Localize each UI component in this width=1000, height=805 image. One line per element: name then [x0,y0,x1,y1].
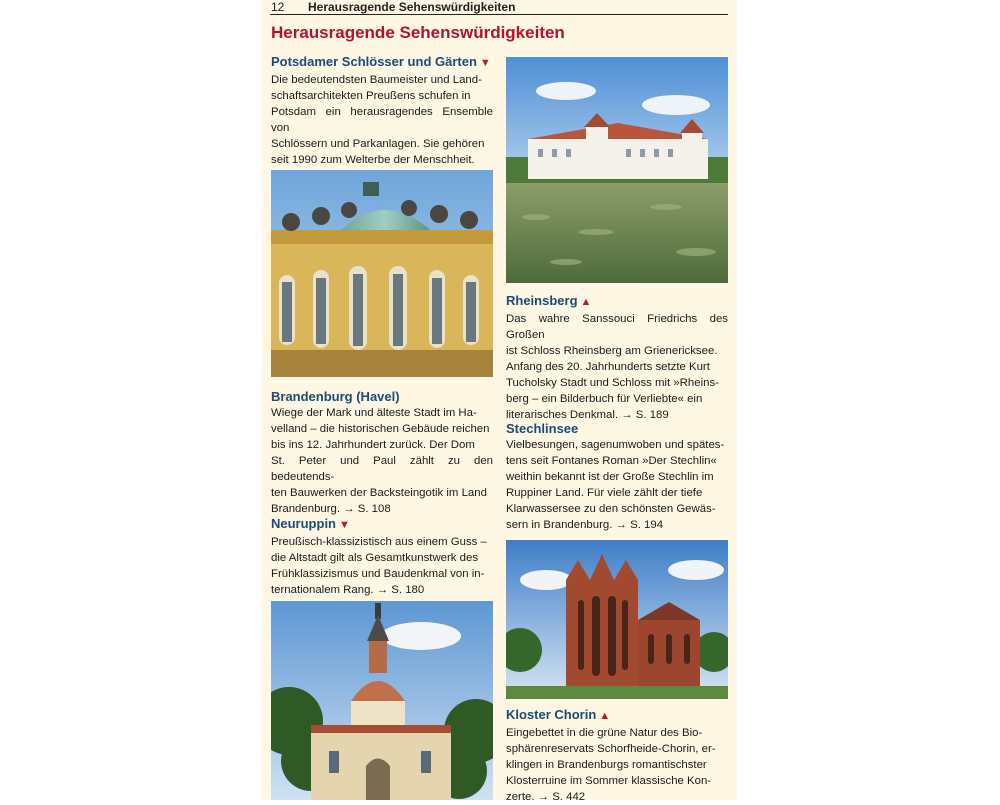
entry-potsdam-heading [271,53,493,72]
kloster-chorin-image [506,540,728,699]
entry-neuruppin [271,515,493,598]
entry-rheinsberg-name: Rheinsberg [506,293,578,308]
photo-sanssouci-palace [271,170,493,377]
running-title: Herausragende Sehenswürdigkeiten [308,0,516,14]
running-header [262,0,737,16]
neuruppin-church-image [271,601,493,800]
header-rule [270,14,728,15]
entry-brandenburg [271,388,493,517]
entry-potsdam-name: Potsdamer Schlösser und Gärten [271,54,477,69]
rheinsberg-castle-image [506,57,728,283]
triangle-up-icon: ▲ [599,710,611,722]
entry-neuruppin-name: Neuruppin [271,516,336,531]
entry-brandenburg-name: Brandenburg (Havel) [271,389,400,404]
entry-brandenburg-text: Wiege der Mark und älteste Stadt im Ha- velland – die historischen Gebäude reichen bis ins 12. Jahrhundert zurück. Der Dom St. Peter und Paul zählt zu den bedeutends- ten Bauwerken der Backsteingotik im Land Brandenburg. → S. 108 [271,407,493,515]
entry-stechlinsee-name: Stechlinsee [506,421,579,436]
photo-neuruppin-church [271,601,493,800]
entry-neuruppin-text: Preußisch-klassizistisch aus einem Guss – die Altstadt gilt als Gesamtkunstwerk des Frühklassizismus und Baudenkmal von in- ternationalem Rang. → S. 180 [271,536,487,596]
entry-potsdam-text: Die bedeutendsten Baumeister und Land- schaftsarchitekten Preußens schufen in Potsdam ein herausragendes Ensemble von Schlössern und Parkanlagen. Sie gehören seit 1990 zum Welterbe der Menschheit. [271,74,493,166]
entry-neuruppin-heading [271,515,493,534]
entry-chorin-name: Kloster Chorin [506,707,597,722]
entry-stechlinsee-heading [506,420,728,437]
triangle-down-icon: ▼ [339,519,350,531]
entry-stechlinsee [506,420,728,533]
page-number: 12 [271,0,285,14]
entry-rheinsberg-heading [506,292,728,311]
entry-brandenburg-heading [271,388,493,405]
entry-chorin-text: Eingebettet in die grüne Natur des Bio- sphärenreservats Schorfheide-Chorin, er- klingen in Brandenburgs romantischster Klosterruine im Sommer klassische Kon- zerte. → S. 442 [506,727,716,803]
page-title: Herausragende Sehenswürdigkeiten [271,23,565,42]
triangle-down-icon: ▼ [479,57,491,69]
entry-stechlinsee-text: Vielbesungen, sagenumwoben und spätes- tens seit Fontanes Roman »Der Stechlin« weithin bekannt ist der Große Stechlin im Ruppiner Land. Für viele zählt der tiefe Klarwassersee zu den schönsten Gewäs- sern in Brandenburg. → S. 194 [506,439,725,531]
entry-rheinsberg-text: Das wahre Sanssouci Friedrichs des Großen ist Schloss Rheinsberg am Grienericksee. Anfang des 20. Jahrhunderts setzte Kurt Tucholsky Stadt und Schloss mit »Rheins- berg – ein Bilderbuch für Verliebte« ein literarisches Denkmal. → S. 189 [506,313,728,421]
entry-kloster-chorin [506,706,728,805]
entry-chorin-heading [506,706,728,725]
sanssouci-palace-image [271,170,493,377]
photo-rheinsberg-castle [506,57,728,283]
photo-kloster-chorin [506,540,728,699]
entry-potsdam [271,53,493,184]
guide-page [262,0,737,803]
entry-rheinsberg [506,292,728,423]
triangle-up-icon: ▲ [580,296,592,308]
